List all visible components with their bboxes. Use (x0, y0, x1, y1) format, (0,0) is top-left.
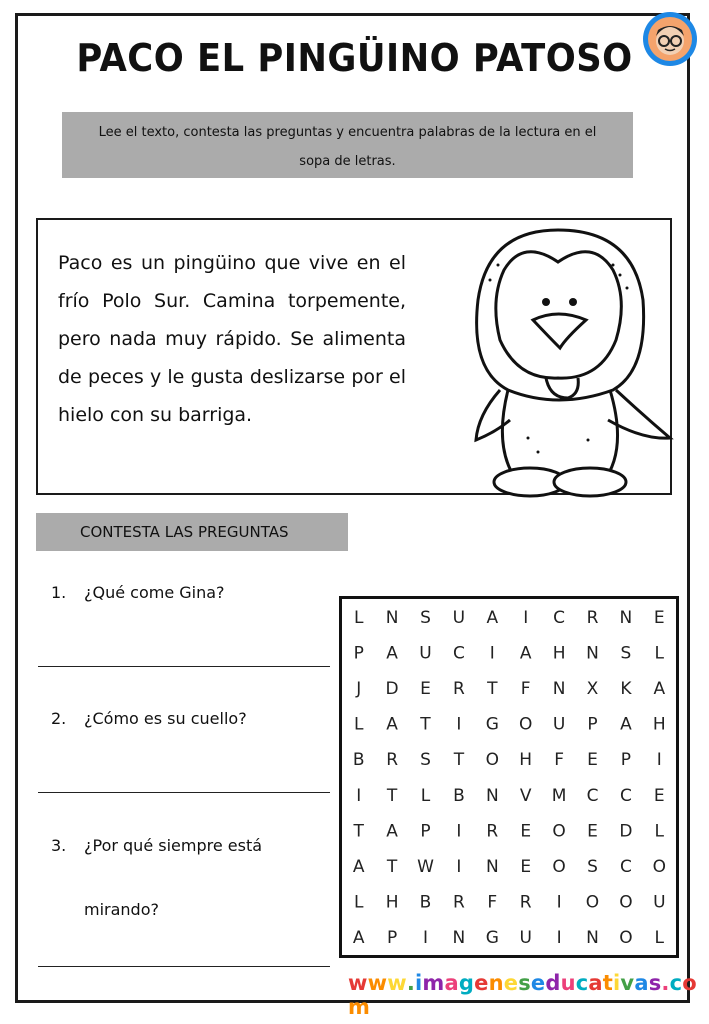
word-search-letter[interactable]: R (519, 892, 532, 913)
word-search-letter[interactable]: N (452, 928, 466, 949)
word-search-letter[interactable]: C (619, 857, 632, 877)
word-search-letter[interactable]: T (353, 821, 364, 842)
word-search-letter[interactable]: A (653, 679, 666, 699)
question-text: ¿Por qué siempre está (84, 836, 263, 855)
word-search-letter[interactable]: O (519, 714, 533, 735)
word-search-letter[interactable]: M (551, 785, 567, 806)
word-search-letter[interactable]: R (486, 821, 499, 842)
word-search-letter[interactable]: L (654, 821, 665, 842)
word-search-letter[interactable]: L (654, 928, 665, 949)
word-search-letter[interactable]: L (353, 892, 364, 913)
word-search-letter[interactable]: B (419, 892, 432, 913)
word-search-letter[interactable]: P (620, 750, 632, 771)
word-search-letter[interactable]: L (654, 643, 665, 664)
answer-line-2[interactable] (38, 792, 330, 793)
word-search-letter[interactable]: E (653, 785, 665, 806)
word-search-letter[interactable]: O (585, 892, 600, 913)
word-search-letter[interactable]: B (352, 750, 365, 771)
word-search-letter[interactable]: I (556, 892, 562, 913)
word-search-letter[interactable]: X (586, 679, 599, 699)
word-search-letter[interactable]: A (386, 821, 398, 842)
word-search-letter[interactable]: T (386, 857, 398, 877)
word-search-letter[interactable]: L (353, 607, 364, 628)
word-search-letter[interactable]: R (586, 607, 599, 628)
word-search-letter[interactable]: V (519, 785, 532, 806)
word-search-letter[interactable]: B (453, 785, 465, 806)
answer-line-3[interactable] (38, 966, 330, 967)
word-search-letter[interactable]: A (352, 928, 365, 949)
word-search-letter[interactable]: O (652, 857, 666, 877)
question-number: 3. (51, 836, 67, 855)
question-number: 1. (51, 583, 67, 602)
word-search-letter[interactable]: U (653, 892, 666, 913)
word-search-svg (342, 599, 676, 955)
word-search-letter[interactable]: S (587, 857, 598, 877)
word-search-letter[interactable]: T (453, 750, 465, 771)
question-text: ¿Qué come Gina? (84, 583, 225, 602)
penguin-illustration (438, 220, 676, 500)
word-search-letter[interactable]: J (356, 679, 362, 699)
word-search-letter[interactable]: U (452, 607, 466, 628)
word-search-letter[interactable]: S (620, 643, 632, 664)
word-search-letter[interactable]: K (620, 679, 632, 699)
word-search-letter[interactable]: W (417, 857, 434, 877)
word-search-letter[interactable]: R (452, 892, 465, 913)
question-1 (51, 583, 225, 602)
reading-box (36, 218, 672, 495)
word-search-letter[interactable]: O (485, 750, 499, 771)
word-search-letter[interactable]: A (386, 643, 398, 664)
word-search-letter[interactable]: C (619, 785, 632, 806)
word-search-letter[interactable]: E (587, 821, 598, 842)
word-search-letter[interactable]: C (452, 643, 465, 664)
word-search-letter[interactable]: H (552, 643, 566, 664)
word-search-letter[interactable]: N (485, 785, 499, 806)
word-search-letter[interactable]: F (554, 750, 564, 771)
word-search-letter[interactable]: O (552, 821, 566, 842)
word-search-letter[interactable]: F (520, 679, 531, 699)
word-search-letter[interactable]: T (487, 679, 498, 699)
word-search-letter[interactable]: R (452, 679, 465, 699)
word-search-letter[interactable]: A (352, 857, 365, 877)
word-search-letter[interactable]: G (485, 928, 499, 949)
word-search-letter[interactable]: R (386, 750, 399, 771)
word-search-letter[interactable]: P (353, 643, 364, 664)
word-search-letter[interactable]: A (620, 714, 632, 735)
word-search-letter[interactable]: N (485, 857, 499, 877)
word-search-letter[interactable]: N (385, 607, 399, 628)
questions-header: CONTESTA LAS PREGUNTAS (36, 513, 348, 551)
word-search-letter[interactable]: C (553, 607, 566, 628)
teacher-avatar-icon (641, 10, 699, 68)
word-search-letter[interactable]: I (556, 928, 562, 949)
footer-text[interactable]: www.imageneseducativas.com (348, 971, 697, 1019)
word-search-letter[interactable]: G (485, 714, 499, 735)
word-search-letter[interactable]: N (552, 679, 566, 699)
question-2 (51, 709, 247, 728)
word-search-letter[interactable]: F (487, 892, 498, 913)
instructions-banner: Lee el texto, contesta las preguntas y encuentra palabras de la lectura en el sopa de letras. (62, 112, 633, 178)
word-search-letter[interactable]: I (523, 607, 529, 628)
website-footer[interactable] (348, 971, 709, 1019)
word-search-letter[interactable]: I (656, 750, 662, 771)
question-3 (51, 836, 262, 855)
word-search-letter[interactable]: I (489, 643, 495, 664)
word-search-letter[interactable]: D (619, 821, 633, 842)
question-text: ¿Cómo es su cuello? (84, 709, 247, 728)
question-3-continuation: mirando? (84, 900, 159, 919)
word-search-letter[interactable]: P (420, 821, 431, 842)
word-search-letter[interactable]: H (652, 714, 666, 735)
word-search-letter[interactable]: I (422, 928, 429, 949)
word-search-letter[interactable]: U (552, 714, 566, 735)
word-search-letter[interactable]: C (586, 785, 599, 806)
word-search-letter[interactable]: I (456, 857, 462, 877)
word-search-letter[interactable]: N (619, 607, 633, 628)
word-search-letter[interactable]: P (386, 928, 398, 949)
word-search-letter[interactable]: H (519, 750, 533, 771)
word-search-letter[interactable]: A (486, 607, 499, 628)
answer-line-1[interactable] (38, 666, 330, 667)
word-search-letter[interactable]: O (619, 928, 633, 949)
word-search-letter[interactable]: O (619, 892, 633, 913)
word-search-letter[interactable]: U (519, 928, 532, 949)
word-search-letter[interactable]: N (586, 928, 599, 949)
word-search-letter[interactable]: D (385, 679, 399, 699)
word-search-letter[interactable]: P (587, 714, 598, 735)
word-search-letter[interactable]: L (353, 714, 364, 735)
word-search-letter[interactable]: I (456, 714, 462, 735)
word-search-letter[interactable]: E (653, 607, 665, 628)
word-search-letter[interactable]: I (356, 785, 362, 806)
word-search-letter[interactable]: T (420, 714, 431, 735)
word-search-letter[interactable]: I (456, 821, 462, 842)
word-search-letter[interactable]: E (587, 750, 598, 771)
word-search-grid (339, 596, 679, 958)
word-search-letter[interactable]: A (519, 643, 532, 664)
word-search-letter[interactable]: A (386, 714, 398, 735)
question-number: 2. (51, 709, 67, 728)
word-search-letter[interactable]: S (420, 607, 431, 628)
word-search-letter[interactable]: E (520, 857, 532, 877)
word-search-letter[interactable]: H (385, 892, 399, 913)
word-search-letter[interactable]: E (420, 679, 431, 699)
reading-text: Paco es un pingüino que vive en el frío Polo Sur. Camina torpemente, pero nada muy rápido. Se alimenta de peces y le gusta deslizarse por el hielo con su barriga. (58, 252, 406, 426)
word-search-letter[interactable]: O (552, 857, 566, 877)
word-search-letter[interactable]: S (420, 750, 431, 771)
word-search-letter[interactable]: L (420, 785, 431, 806)
word-search-letter[interactable]: E (520, 821, 532, 842)
word-search-letter[interactable]: N (586, 643, 599, 664)
word-search-letter[interactable]: U (419, 643, 432, 664)
page-title: PACO EL PINGÜINO PATOSO (76, 36, 633, 80)
word-search-letter[interactable]: T (386, 785, 398, 806)
